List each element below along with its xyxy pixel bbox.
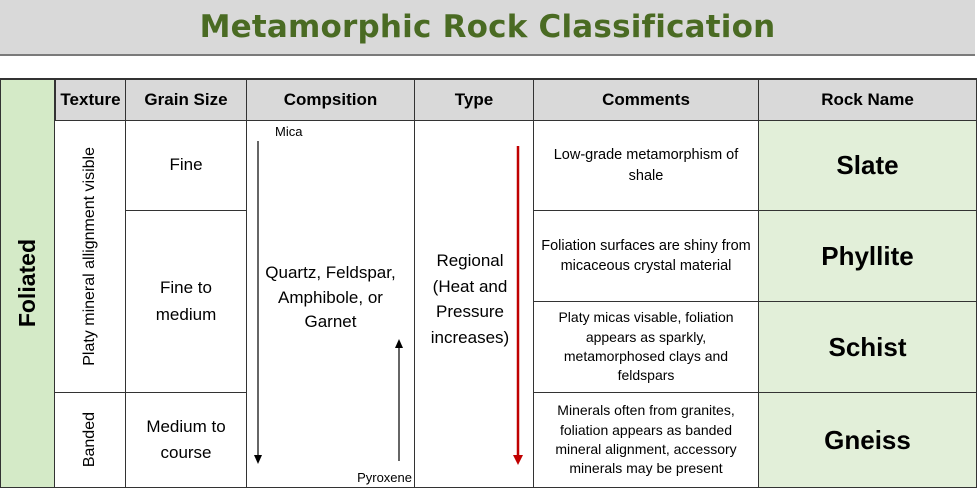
foliated-label: Foliated — [14, 239, 40, 328]
comment-schist: Platy micas visable, foliation appears as sparkly, metamorphosed clays and feldspars — [534, 302, 759, 393]
title-bar — [0, 0, 975, 56]
header-texture: Texture — [55, 78, 126, 121]
header-rock-name: Rock Name — [759, 78, 977, 121]
composition-top-label: Mica — [275, 124, 303, 139]
rock-name-slate: Slate — [759, 121, 977, 211]
texture-banded: Banded — [81, 412, 98, 468]
texture-platy-cell — [55, 121, 126, 393]
classification-table — [0, 78, 977, 488]
grain-medium-to-course: Medium to course — [126, 393, 247, 488]
header-composition: Compsition — [247, 78, 415, 121]
page-title: Metamorphic Rock Classification — [199, 9, 776, 45]
rock-name-schist: Schist — [759, 302, 977, 393]
comment-gneiss: Minerals often from granites, foliation appears as banded mineral alignment, accessory minerals may be present — [534, 393, 759, 488]
composition-main: Quartz, Feldspar, Amphibole, or Garnet — [265, 263, 396, 332]
header-grain-size: Grain Size — [126, 78, 247, 121]
comment-slate: Low-grade metamorphism of shale — [534, 121, 759, 211]
comment-phyllite: Foliation surfaces are shiny from micaceous crystal material — [534, 211, 759, 302]
grain-fine-to-medium: Fine to medium — [126, 211, 247, 393]
texture-banded-cell — [55, 393, 126, 488]
rock-name-phyllite: Phyllite — [759, 211, 977, 302]
type-text: Regional (Heat and Pressure increases) — [430, 251, 510, 347]
type-cell — [415, 121, 534, 488]
down-arrow-icon — [254, 455, 262, 464]
foliated-label-cell — [0, 78, 55, 488]
grain-fine: Fine — [126, 121, 247, 211]
up-arrow-icon — [395, 339, 403, 348]
texture-platy: Platy mineral allignment visible — [81, 147, 98, 366]
header-comments: Comments — [534, 78, 759, 121]
rock-name-gneiss: Gneiss — [759, 393, 977, 488]
header-type: Type — [415, 78, 534, 121]
composition-bottom-label: Pyroxene — [357, 470, 412, 485]
type-arrow-icon — [513, 455, 523, 465]
type-arrow — [415, 121, 534, 488]
composition-arrows — [247, 121, 415, 488]
composition-cell — [247, 121, 415, 488]
